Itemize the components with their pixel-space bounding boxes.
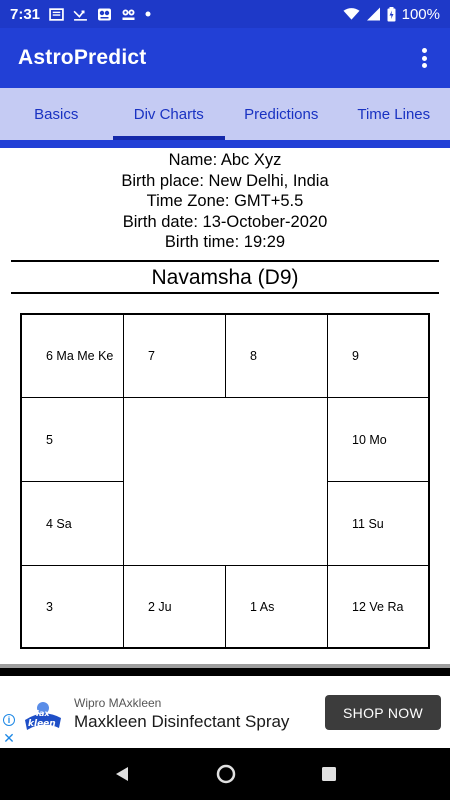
app-bar <box>0 28 450 88</box>
signal-icon <box>366 7 381 21</box>
owl-app-icon <box>121 8 136 21</box>
house-cell[interactable] <box>327 565 429 648</box>
tab-label: Predictions <box>244 105 319 123</box>
house-cell[interactable] <box>21 481 124 566</box>
birth-name: Name: Abc Xyz <box>168 151 282 169</box>
house-label: 7 <box>148 349 155 363</box>
tab-predictions[interactable] <box>225 88 338 140</box>
house-label: 5 <box>46 432 53 447</box>
birth-date: Birth date: 13-October-2020 <box>122 212 328 231</box>
svg-text:kleen: kleen <box>28 719 56 729</box>
house-label: 11 Su <box>352 516 384 531</box>
svg-text:Max: Max <box>31 709 50 718</box>
battery-charging-icon <box>387 7 396 22</box>
ad-headline[interactable]: Maxkleen Disinfectant Spray <box>74 712 290 731</box>
owl-app-icon <box>97 8 112 21</box>
tab-label: Basics <box>34 105 79 123</box>
status-time: 7:31 <box>10 5 41 23</box>
chart-title: Navamsha (D9) <box>151 266 299 289</box>
tab-basics[interactable] <box>0 88 113 140</box>
ad-info-icon[interactable]: i <box>3 714 15 726</box>
wifi-icon <box>343 7 360 21</box>
house-cell[interactable] <box>225 314 328 398</box>
dot-icon <box>145 11 151 17</box>
house-label: 9 <box>352 349 359 363</box>
house-label: 10 Mo <box>352 432 387 447</box>
house-cell[interactable] <box>21 397 124 482</box>
home-icon[interactable] <box>216 764 236 784</box>
house-cell[interactable] <box>327 397 429 482</box>
back-icon[interactable] <box>113 765 131 783</box>
house-cell[interactable] <box>327 314 429 398</box>
house-cell[interactable] <box>123 314 226 398</box>
chart-center <box>123 397 328 566</box>
house-cell[interactable] <box>123 565 226 648</box>
message-icon <box>49 8 64 21</box>
house-label: 8 <box>250 349 257 363</box>
missed-call-icon <box>73 8 88 21</box>
ad-close-icon[interactable]: ✕ <box>3 730 15 746</box>
house-cell[interactable] <box>327 481 429 566</box>
tab-div-charts[interactable] <box>113 88 226 140</box>
birth-place: Birth place: New Delhi, India <box>121 171 329 190</box>
birth-info <box>0 150 450 253</box>
status-bar <box>0 0 450 28</box>
ad-shop-now-button[interactable]: SHOP NOW <box>325 695 441 730</box>
tab-bar <box>0 88 450 140</box>
tab-time-lines[interactable] <box>338 88 450 140</box>
house-label: 12 Ve Ra <box>352 599 404 614</box>
house-label: 1 As <box>250 599 275 614</box>
divider <box>0 668 450 676</box>
recents-icon[interactable] <box>321 766 337 782</box>
birth-timezone: Time Zone: GMT+5.5 <box>146 192 304 210</box>
more-vert-icon[interactable] <box>412 46 436 70</box>
tab-label: Time Lines <box>357 105 431 123</box>
battery-percent: 100% <box>401 5 440 23</box>
ad-brand: Wipro MAxkleen <box>74 696 162 710</box>
house-label: 4 Sa <box>46 516 72 531</box>
divider <box>11 260 439 262</box>
house-cell[interactable] <box>21 314 124 398</box>
tab-label: Div Charts <box>133 105 204 123</box>
app-title: AstroPredict <box>18 46 147 69</box>
navigation-bar <box>0 748 450 800</box>
divider <box>11 292 439 294</box>
house-label: 6 Ma Me Ke <box>46 349 114 363</box>
house-label: 3 <box>46 599 53 614</box>
navamsha-chart <box>20 313 430 649</box>
house-cell[interactable] <box>21 565 124 648</box>
tab-bar-bottom-strip <box>0 140 450 148</box>
ad-banner[interactable] <box>0 676 450 748</box>
house-label: 2 Ju <box>148 599 172 614</box>
house-cell[interactable] <box>225 565 328 648</box>
birth-time: Birth time: 19:29 <box>164 233 286 251</box>
maxkleen-logo <box>22 694 64 732</box>
